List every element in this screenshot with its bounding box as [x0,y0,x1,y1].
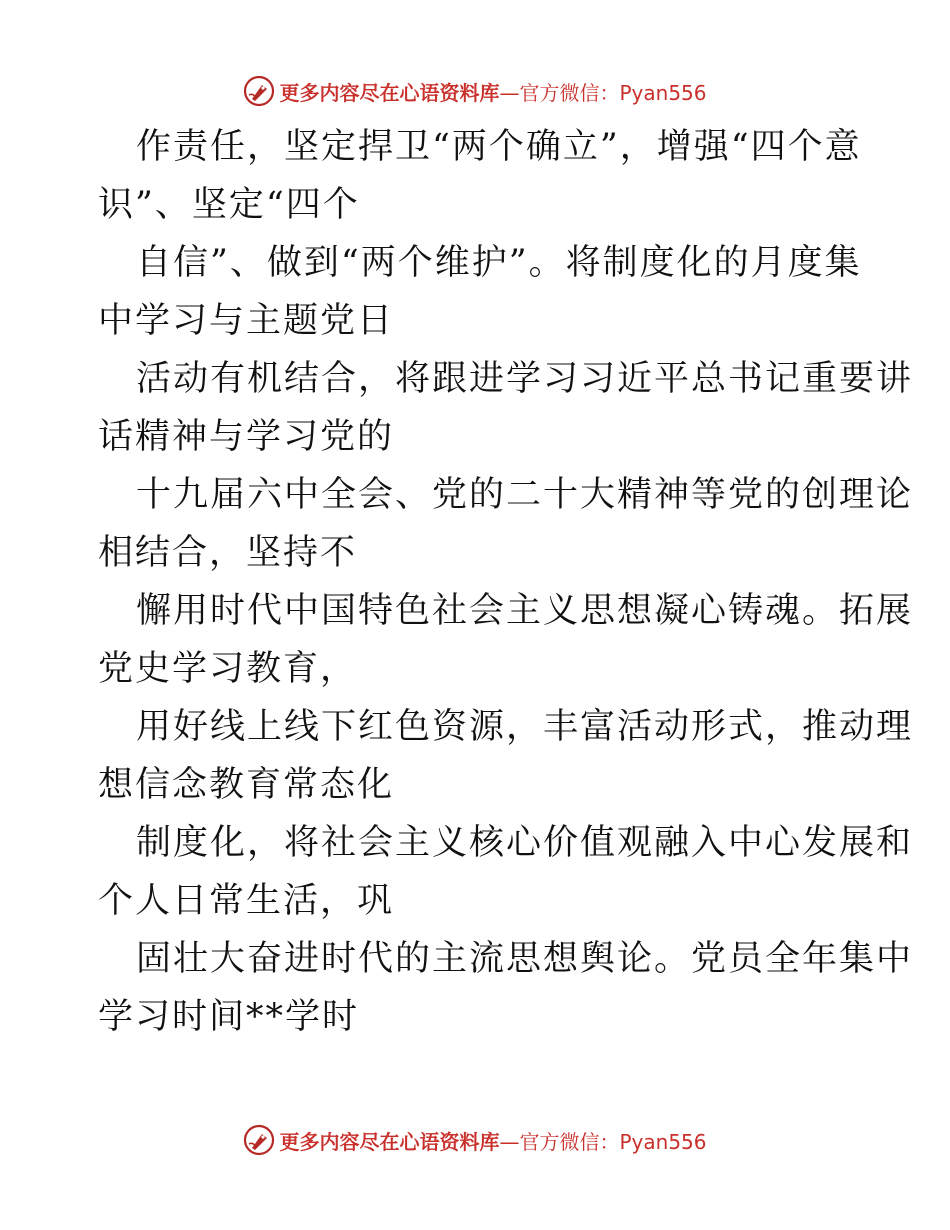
watermark-wechat-id: Pyan556 [619,80,707,105]
watermark-text [279,77,706,106]
text-line: 用好线上线下红色资源，丰富活动形式，推动理 [136,707,914,747]
watermark-text [279,1126,706,1155]
footer-watermark [0,1120,950,1160]
watermark-wechat-id: Pyan556 [619,1129,707,1154]
text-line: 个人日常生活，巩 [98,881,395,921]
watermark-brand: 更多内容尽在心语资料库 [279,1129,500,1154]
watermark-brand: 更多内容尽在心语资料库 [279,80,500,105]
text-line: 固壮大奋进时代的主流思想舆论。党员全年集中 [136,939,914,979]
text-line: 懈用时代中国特色社会主义思想凝心铸魂。拓展 [136,591,914,631]
text-line: 党史学习教育， [98,649,358,689]
watermark-label: 官方微信： [519,1129,620,1154]
text-line: 识”、坚定“四个 [98,185,360,225]
text-line: 相结合，坚持不 [98,533,358,573]
text-line: 十九届六中全会、党的二十大精神等党的创理论 [136,475,914,515]
document-body [98,118,914,1046]
text-line: 学习时间**学时 [98,997,360,1037]
watermark-dash: — [499,1129,520,1154]
watermark-label: 官方微信： [519,80,620,105]
text-line: 作责任，坚定捍卫“两个确立”，增强“四个意 [136,127,862,167]
text-line: 活动有机结合，将跟进学习习近平总书记重要讲 [136,359,914,399]
text-line: 自信”、做到“两个维护”。将制度化的月度集 [136,243,862,283]
text-line: 话精神与学习党的 [98,417,395,457]
header-watermark [0,71,950,111]
watermark-dash: — [499,80,520,105]
text-line: 中学习与主题党日 [98,301,395,341]
pen-nib-logo-icon [243,1124,275,1156]
text-line: 想信念教育常态化 [98,765,395,805]
text-line: 制度化，将社会主义核心价值观融入中心发展和 [136,823,914,863]
pen-nib-logo-icon [243,75,275,107]
